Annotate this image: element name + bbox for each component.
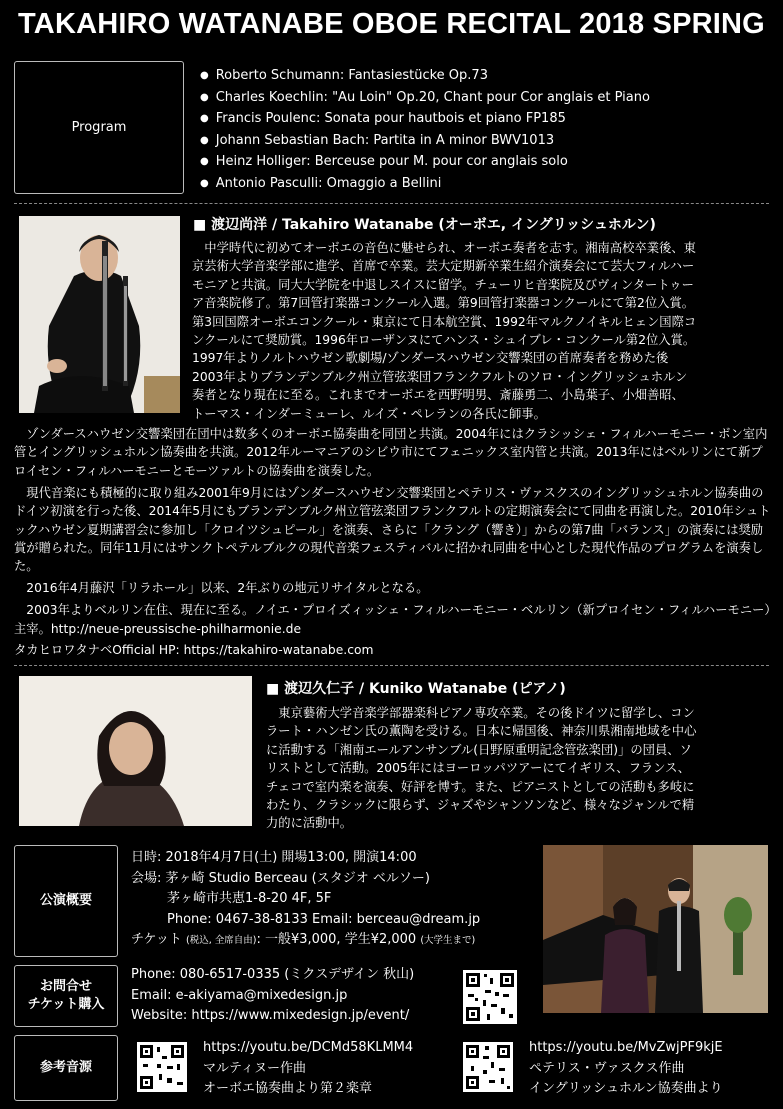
ticket-student-note: (大学生まで)	[420, 935, 476, 946]
bio-line: ア音楽院修了。第7回管打楽器コンクール入選。第9回管打楽器コンクールにて第2位入賞。	[192, 296, 695, 311]
reference-composer: マルティヌー作曲	[203, 1060, 306, 1076]
bio-paragraph: 2003年よりベルリン在住、現在に至る。ノイエ・プロイズィッシェ・フィルハーモニー・ベルリン（新プロイセン・フィルハーモニー）主宰。http://neue-preussische-philharmonie.de	[14, 603, 771, 636]
program-list	[200, 66, 650, 196]
references-label: 参考音源	[39, 1060, 92, 1075]
concert-label: 公演概要	[39, 893, 92, 908]
program-item: ● Heinz Holliger: Berceuse pour M. pour cor anglais solo	[200, 152, 650, 174]
bio-line: 1997年よりノルトハウゼン歌劇場/ゾンダースハウゼン交響楽団の首席奏者を務めた後	[192, 351, 669, 366]
takahiro-bio-lines	[192, 239, 770, 423]
concert-address: 茅ヶ崎市共恵1-8-20 4F, 5F	[167, 891, 332, 906]
program-item: ● Francis Poulenc: Sonata pour hautbois et piano FP185	[200, 109, 650, 131]
concert-datetime: 日時: 2018年4月7日(土) 開場13:00, 開演14:00	[131, 850, 417, 865]
ticket-note: (税込, 全席自由)	[185, 935, 257, 946]
contact-email[interactable]: Email: e-akiyama@mixedesign.jp	[131, 987, 348, 1003]
bio-line: 京芸術大学音楽学部に進学、首席で卒業。芸大定期新卒業生紹介演奏会にて芸大フィルハー	[192, 259, 695, 274]
bio-line: 東京藝術大学音楽学部器楽科ピアノ専攻卒業。その後ドイツに留学し、コン	[278, 706, 695, 720]
program-label-box	[14, 61, 184, 194]
program-label: Program	[71, 119, 127, 135]
bio-line: トーマス・インダーミューレ、ルイズ・ペレランの各氏に師事。	[192, 406, 546, 421]
duo-photo	[543, 845, 768, 1013]
section-divider	[14, 203, 769, 204]
kuniko-photo	[19, 676, 252, 826]
bio-line: チェコで室内楽を演奏、好評を博す。また、ピアニストとしての活動も多岐に	[266, 779, 695, 794]
bio-line: に活動する「湘南エールアンサンブル(日野原重明記念管弦楽団)」の団員、ソ	[266, 742, 692, 757]
bio-line: 2003年よりブランデンブルク州立管弦楽団フランクフルトのソロ・イングリッシュホルン	[192, 369, 688, 384]
bio-line: 奏者となり現在に至る。これまでオーボエを西野明男、斎藤勇二、小島葉子、小畑善昭、	[192, 388, 684, 403]
contact-details	[131, 965, 461, 1027]
bio-line: ンクールにて奨励賞。1996年ローザンヌにてハンス・シュイブレ・コンクール第2位入賞。	[192, 333, 696, 348]
bio-line: 力的に活動中。	[266, 816, 353, 831]
takahiro-heading: ■ 渡辺尚洋 / Takahiro Watanabe (オーボエ, イングリッシュホルン)	[193, 217, 656, 233]
contact-label-line1: お問合せ	[39, 979, 92, 994]
concert-details	[131, 848, 536, 952]
kuniko-bio-lines	[266, 704, 771, 833]
duo-illustration	[543, 845, 768, 1013]
bio-paragraph: 2016年4月藤沢「リラホール」以来、2年ぶりの地元リサイタルとなる。	[26, 581, 429, 596]
bio-line: わたり、クラシックに限らず、ジャズやシャンソンなど、様々なジャンルで精	[266, 798, 695, 813]
contact-label-line2: チケット購入	[27, 997, 105, 1012]
reference-qr-code	[463, 1042, 513, 1092]
official-hp: タカヒロワタナベOfficial HP: https://takahiro-watanabe.com	[14, 643, 374, 658]
pianist-illustration	[19, 676, 252, 826]
reference-composer: ペテリス・ヴァスクス作曲	[529, 1060, 685, 1076]
program-item: ● Roberto Schumann: Fantasiestücke Op.73	[200, 66, 650, 88]
contact-label-box	[14, 965, 118, 1027]
concert-phone-email: Phone: 0467-38-8133 Email: berceau@dream.jp	[167, 911, 481, 927]
bio-line: 第3回国際オーボエコンクール・東京にて日本航空賞、1992年マルクノイキルヒェン国際コ	[192, 314, 697, 329]
ticket-price: : 一般¥3,000, 学生¥2,000	[256, 932, 417, 947]
reference-item-2[interactable]	[529, 1038, 769, 1100]
concert-venue: 会場: 茅ヶ崎 Studio Berceau (スタジオ ベルソー)	[131, 870, 430, 886]
bio-paragraph: ゾンダースハウゼン交響楽団在団中は数多くのオーボエ協奏曲を同団と共演。2004年にはクラシッシェ・フィルハーモニー・ボン室内管とイングリッシュホルン協奏曲を共演。2012年ルーマニアのシビウ市にてフェニックス室内管と共演。2013年にはベルリンにて新プロイセン・フィルハーモニーとモーツァルトの協奏曲を演奏した。	[14, 427, 768, 478]
ticket-label: チケット	[131, 932, 182, 947]
reference-item-1[interactable]	[203, 1038, 453, 1100]
concert-label-box	[14, 845, 118, 957]
reference-url[interactable]: https://youtu.be/DCMd58KLMM4	[203, 1040, 414, 1055]
program-item: ● Charles Koechlin: "Au Loin" Op.20, Chant pour Cor anglais et Piano	[200, 88, 650, 110]
contact-phone: Phone: 080-6517-0335 (ミクスデザイン 秋山)	[131, 967, 415, 982]
concert-ticket	[131, 930, 536, 952]
reference-work: オーボエ協奏曲より第２楽章	[203, 1081, 373, 1096]
reference-work: イングリッシュホルン協奏曲より	[529, 1081, 723, 1096]
takahiro-photo	[19, 216, 180, 413]
contact-qr-code	[463, 970, 517, 1024]
page-title: TAKAHIRO WATANABE OBOE RECITAL 2018 SPRING	[18, 8, 765, 40]
reference-url[interactable]: https://youtu.be/MvZwjPF9kjE	[529, 1040, 723, 1055]
section-divider	[14, 665, 769, 666]
references-label-box	[14, 1035, 118, 1101]
bio-line: ラート・ハンゼン氏の薫陶を受ける。日本に帰国後、神奈川県湘南地域を中心	[266, 724, 697, 739]
contact-website[interactable]: Website: https://www.mixedesign.jp/event/	[131, 1008, 410, 1023]
bio-paragraph: 現代音楽にも積極的に取り組み2001年9月にはゾンダースハウゼン交響楽団とペテリス・ヴァスクスのイングリッシュホルン協奏曲のドイツ初演を行った後、2014年5月にもブランデンブルク州立管弦楽団フランクフルトの定期演奏会にて同曲を再演した。2010年シュトックハウゼン夏期講習会に参加し「クロイツシュピール」を演奏、さらに「クラング（響き）」からの第7曲「バランス」の演奏には奨励賞が贈られた。同年11月にはサンクトペテルブルクの現代音楽フェスティバルに招かれ同曲を中心とした現代作品のプログラムを演奏した。	[14, 485, 771, 574]
bio-line: モニアと共演。同大大学院を中退しスイスに留学。チューリヒ音楽院及びヴィンタートゥー	[192, 277, 694, 292]
bio-line: 中学時代に初めてオーボエの音色に魅せられ、オーボエ奏者を志す。湘南高校卒業後、東	[204, 241, 696, 255]
kuniko-heading: ■ 渡辺久仁子 / Kuniko Watanabe (ピアノ)	[266, 681, 566, 697]
takahiro-bio-paragraphs	[14, 425, 774, 663]
contact-label	[28, 978, 105, 1014]
program-item: ● Antonio Pasculli: Omaggio a Bellini	[200, 174, 650, 196]
oboist-illustration	[19, 216, 180, 413]
bio-line: リストとして活動。2005年にはヨーロッパツアーにてイギリス、フランス、	[266, 761, 691, 776]
reference-qr-code	[137, 1042, 187, 1092]
program-item: ● Johann Sebastian Bach: Partita in A minor BWV1013	[200, 131, 650, 153]
